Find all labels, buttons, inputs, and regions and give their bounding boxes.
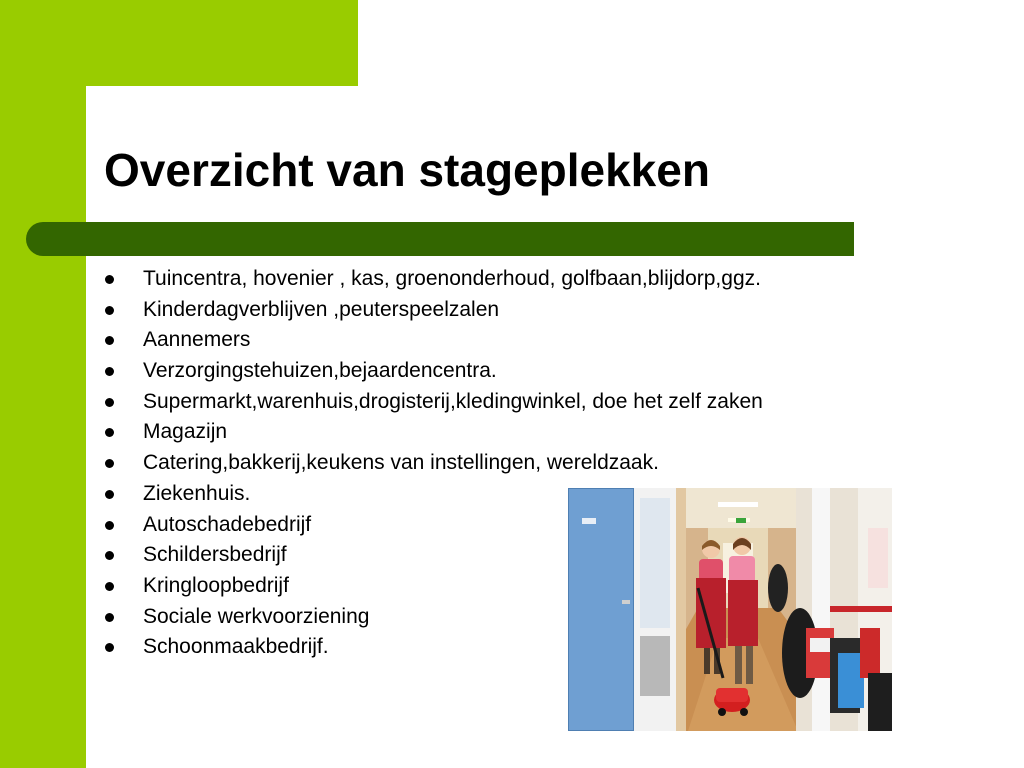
- bullet-icon: [105, 459, 114, 468]
- list-item-text: Catering,bakkerij,keukens van instellingen, wereldzaak.: [143, 451, 659, 475]
- hallway-photo-illustration: [568, 488, 892, 731]
- list-item-text: Ziekenhuis.: [143, 481, 251, 505]
- list-item-text: Schoonmaakbedrijf.: [143, 635, 329, 659]
- title-underline-bar: [26, 222, 854, 256]
- bullet-icon: [105, 613, 114, 622]
- list-item: [104, 417, 763, 448]
- bullet-icon: [105, 367, 114, 376]
- slide-title: Overzicht van stageplekken: [104, 144, 710, 196]
- bullet-icon: [105, 551, 114, 560]
- green-left-band: [0, 0, 86, 768]
- list-item: [104, 356, 763, 387]
- list-item: [104, 264, 763, 295]
- list-item: [104, 448, 763, 479]
- list-item-text: Kringloopbedrijf: [143, 573, 289, 597]
- list-item-text: Supermarkt,warenhuis,drogisterij,kledingwinkel, doe het zelf zaken: [143, 389, 763, 413]
- list-item-text: Schildersbedrijf: [143, 543, 287, 567]
- list-item-text: Verzorgingstehuizen,bejaardencentra.: [143, 359, 497, 383]
- list-item: [104, 295, 763, 326]
- bullet-icon: [105, 336, 114, 345]
- bullet-icon: [105, 275, 114, 284]
- list-item: [104, 387, 763, 418]
- list-item-text: Tuincentra, hovenier , kas, groenonderhoud, golfbaan,blijdorp,ggz.: [143, 267, 761, 290]
- list-item-text: Magazijn: [143, 420, 228, 444]
- bullet-icon: [105, 582, 114, 591]
- bullet-icon: [105, 490, 114, 499]
- list-item: [104, 325, 763, 356]
- hallway-photo: [568, 488, 892, 731]
- list-item-text: Kinderdagverblijven ,peuterspeelzalen: [143, 297, 500, 321]
- bullet-icon: [105, 643, 114, 652]
- bullet-icon: [105, 521, 114, 530]
- bullet-icon: [105, 306, 114, 315]
- green-top-band: [0, 0, 358, 86]
- bullet-icon: [105, 428, 114, 437]
- list-item-text: Aannemers: [143, 328, 251, 352]
- bullet-icon: [105, 398, 114, 407]
- list-item-text: Autoschadebedrijf: [143, 512, 312, 536]
- list-item-text: Sociale werkvoorziening: [143, 604, 370, 628]
